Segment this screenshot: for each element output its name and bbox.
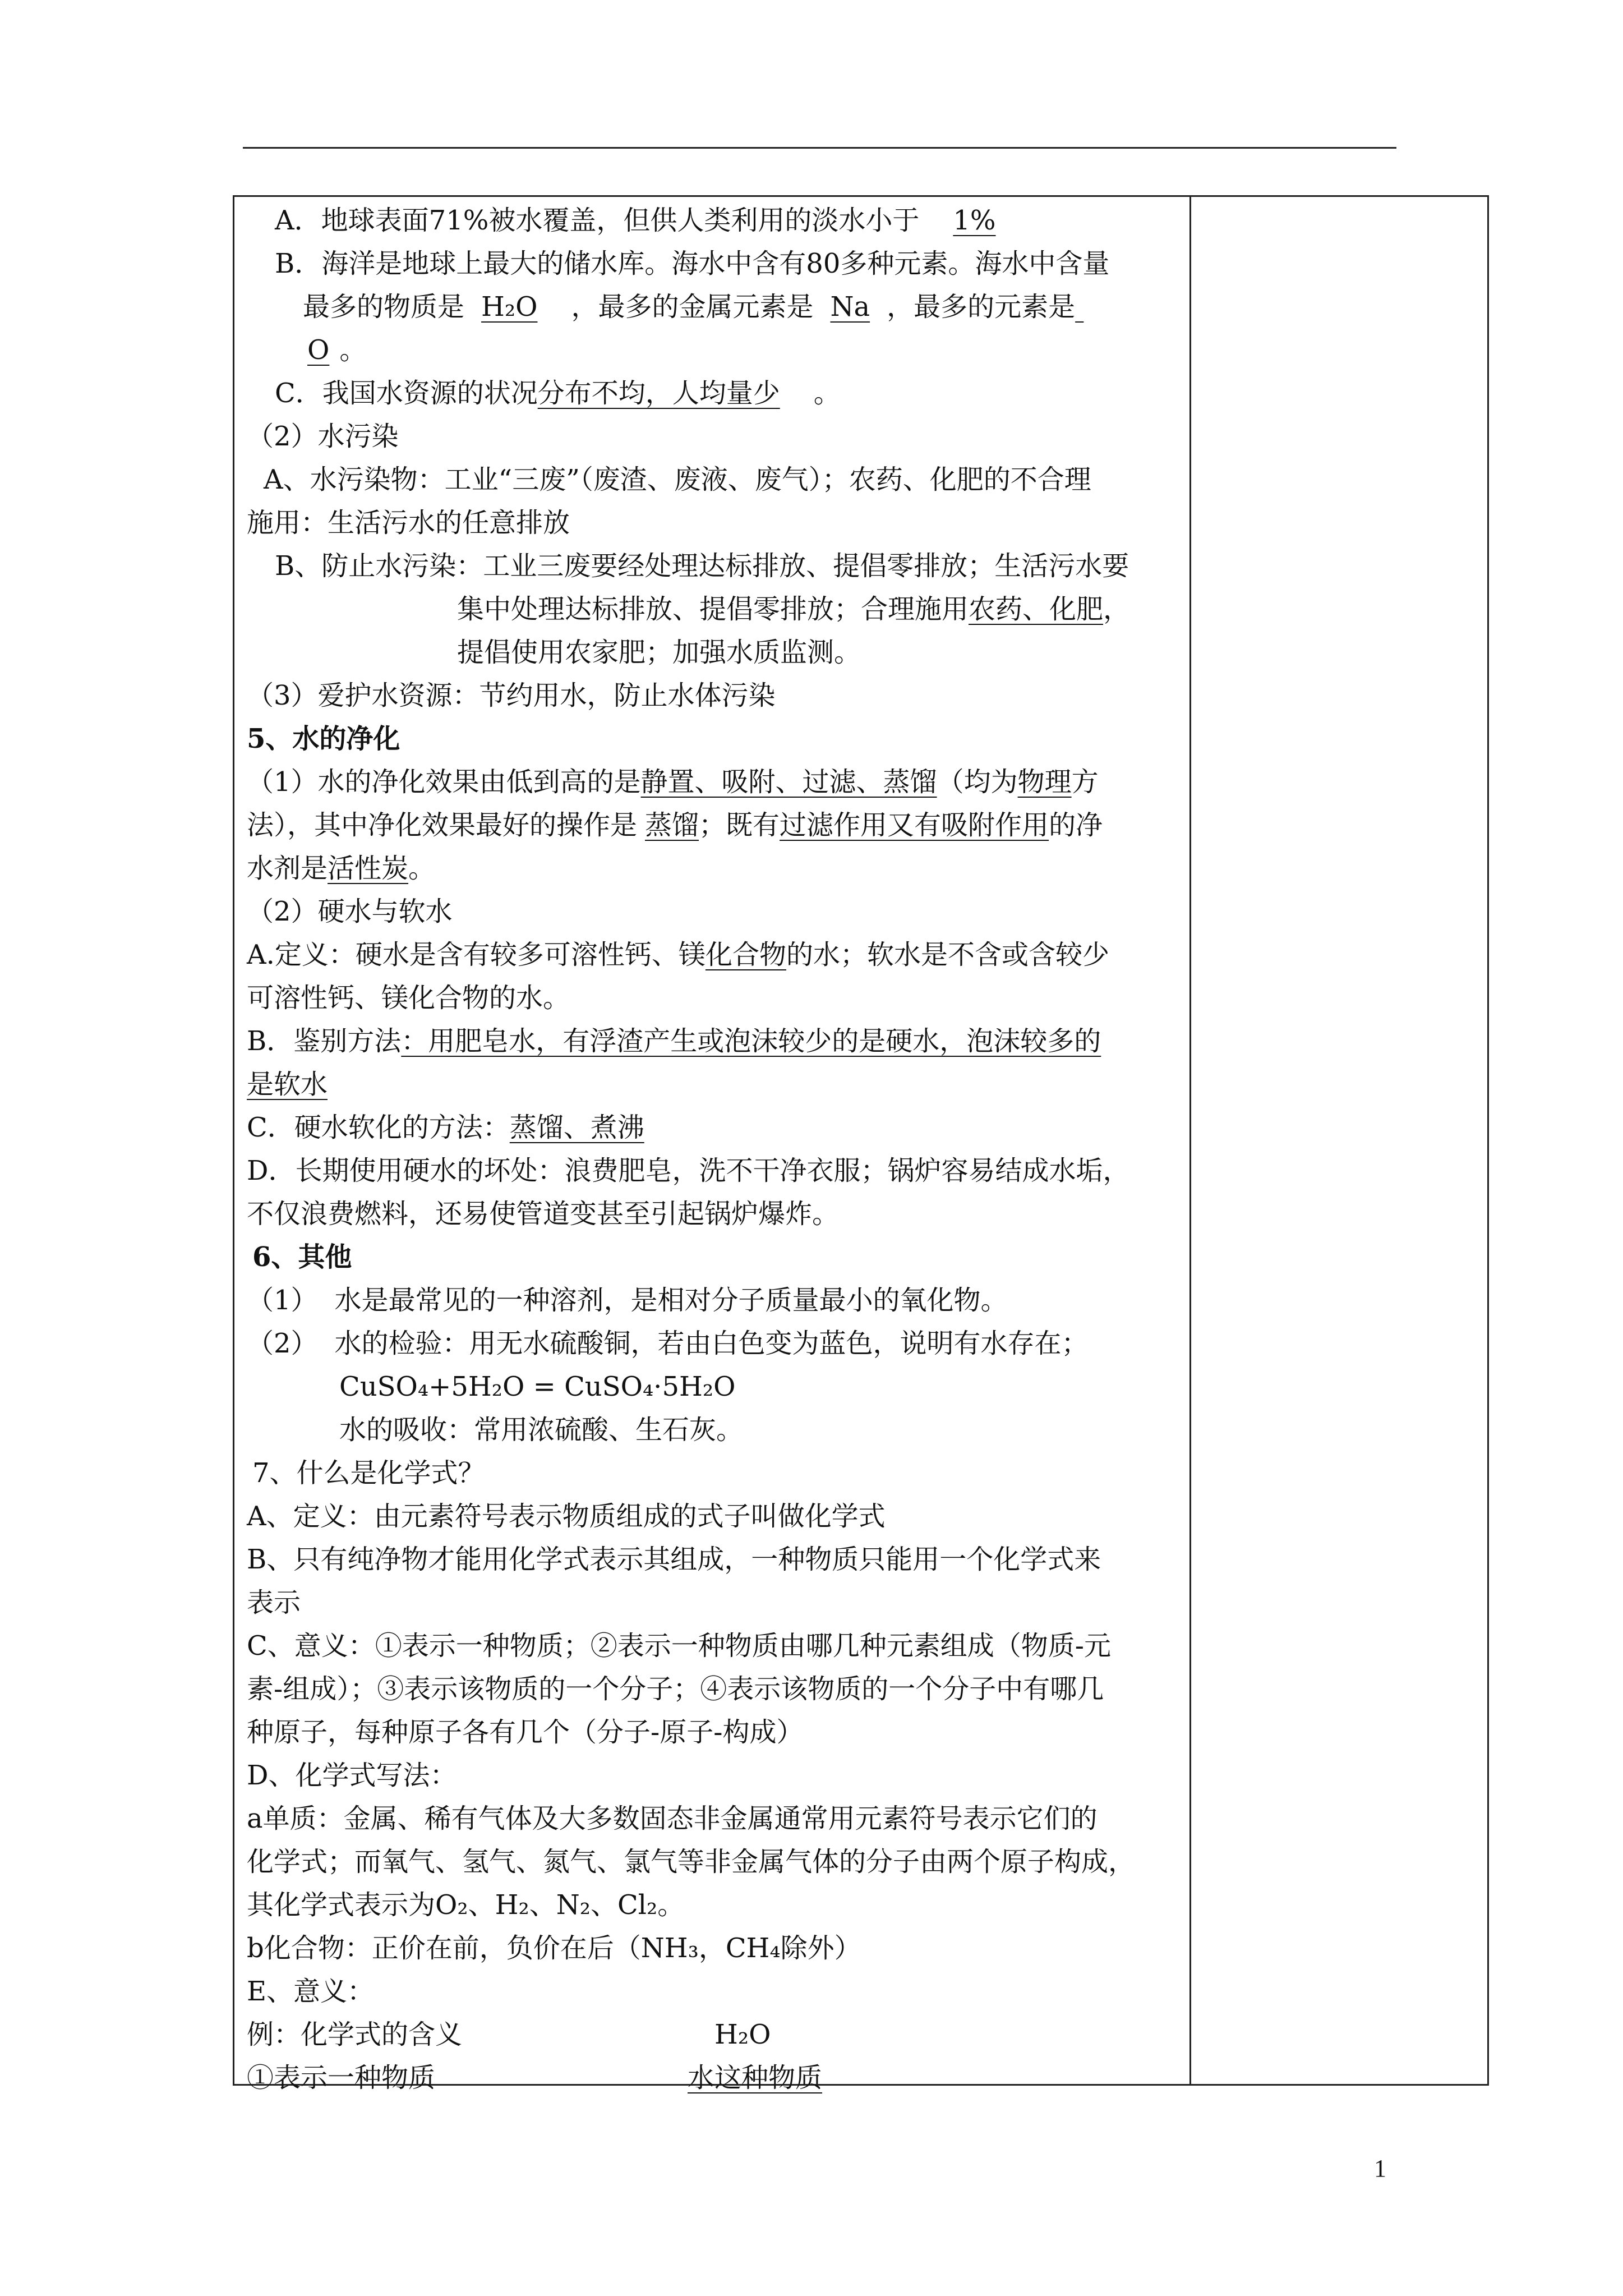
text-line: （3）爱护水资源：节约用水，防止水体污染 — [247, 680, 776, 711]
text-line: （2）水污染 — [247, 421, 399, 452]
answer-blank: Na — [830, 291, 870, 323]
text-line: 其化学式表示为O₂、H₂、N₂、Cl₂。 — [247, 1889, 685, 1921]
section-heading: 5、水的净化 — [247, 723, 400, 754]
text-line: 水的吸收：常用浓硫酸、生石灰。 — [339, 1414, 744, 1446]
text-line: （1） 水是最常见的一种溶剂，是相对分子质量最小的氧化物。 — [247, 1285, 1008, 1316]
text-line: B、只有纯净物才能用化学式表示其组成，一种物质只能用一个化学式来 — [247, 1544, 1101, 1575]
answer-blank: 蒸馏 — [645, 809, 699, 841]
text-line: A、定义：由元素符号表示物质组成的式子叫做化学式 — [247, 1501, 886, 1532]
text-line: 提倡使用农家肥；加强水质监测。 — [457, 637, 861, 668]
text-line: A、水污染物：工业“三废”（废渣、废液、废气）；农药、化肥的不合理 — [264, 464, 1091, 495]
text-line: C．我国水资源的状况分布不均，人均量少 。 — [275, 378, 841, 409]
answer-blank: O — [307, 334, 330, 366]
header-rule — [243, 147, 1396, 149]
text-line: 表示 — [247, 1587, 301, 1618]
text-line: A．地球表面71%被水覆盖，但供人类利用的淡水小于 1% — [247, 199, 1178, 242]
page-number: 1 — [1374, 2155, 1386, 2182]
section-heading: 6、其他 — [252, 1241, 352, 1273]
text-line: B、防止水污染：工业三废要经处理达标排放、提倡零排放；生活污水要 — [275, 550, 1129, 582]
formula-line: CuSO₄+5H₂O = CuSO₄·5H₂O — [339, 1371, 736, 1402]
answer-blank: 蒸馏、煮沸 — [509, 1112, 644, 1143]
text-line: 不仅浪费燃料，还易使管道变甚至引起锅炉爆炸。 — [247, 1198, 840, 1230]
text-line: 素-组成）；③表示该物质的一个分子；④表示该物质的一个分子中有哪几 — [247, 1673, 1104, 1705]
text-line: D．长期使用硬水的坏处：浪费肥皂，洗不干净衣服；锅炉容易结成水垢， — [247, 1155, 1130, 1186]
answer-blank: ：用肥皂水，有浮渣产生或泡沫较少的是硬水，泡沫较多的 — [401, 1025, 1101, 1057]
answer-blank: 农药、化肥 — [969, 593, 1104, 625]
text-line: E、意义： — [247, 1976, 375, 2007]
answer-blank: 水这种物质 — [688, 2062, 823, 2093]
text-line: 施用：生活污水的任意排放 — [247, 507, 570, 539]
text-line: 集中处理达标排放、提倡零排放；合理施用农药、化肥， — [457, 593, 1131, 625]
text-line: b化合物：正价在前，负价在后（NH₃，CH₄除外） — [247, 1932, 861, 1964]
text-line: （2）硬水与软水 — [247, 896, 453, 927]
text-line: 法），其中净化效果最好的操作是 蒸馏；既有过滤作用又有吸附作用的净 — [247, 809, 1103, 841]
answer-blank: 活性炭 — [328, 853, 409, 884]
text-line: B．鉴别方法：用肥皂水，有浮渣产生或泡沫较少的是硬水，泡沫较多的 — [247, 1025, 1101, 1057]
text-line: 化学式；而氧气、氢气、氮气、氯气等非金属气体的分子由两个原子构成， — [247, 1846, 1136, 1878]
text-line: C、意义：①表示一种物质；②表示一种物质由哪几种元素组成（物质-元 — [247, 1630, 1111, 1662]
text-line: B．海洋是地球上最大的储水库。海水中含有80多种元素。海水中含量 — [275, 248, 1110, 279]
text-line: （2） 水的检验：用无水硫酸铜，若由白色变为蓝色，说明有水存在； — [247, 1328, 1089, 1359]
answer-blank: 1% — [953, 205, 996, 236]
answer-blank: 过滤作用又有吸附作用 — [780, 809, 1049, 841]
text-line: 种原子，每种原子各有几个（分子-原子-构成） — [247, 1717, 804, 1748]
text-line: 例：化学式的含义 H₂O — [247, 2019, 771, 2050]
text-line: a单质：金属、稀有气体及大多数固态非金属通常用元素符号表示它们的 — [247, 1803, 1098, 1834]
text-line: ①表示一种物质 水这种物质 — [247, 2062, 823, 2093]
notes-column — [247, 199, 1178, 2100]
text-line: C．硬水软化的方法：蒸馏、煮沸 — [247, 1112, 644, 1143]
text-line — [247, 1063, 1178, 1106]
text-line: 水剂是活性炭。 — [247, 853, 436, 884]
answer-blank: 是软水 — [247, 1069, 328, 1100]
answer-blank: 静置、吸附、过滤、蒸馏 — [640, 766, 937, 798]
text-line: （1）水的净化效果由低到高的是静置、吸附、过滤、蒸馏（均为物理方 — [247, 766, 1099, 798]
text-line: O 。 — [247, 329, 1178, 372]
text-line: D、化学式写法： — [247, 1760, 457, 1791]
answer-blank: 化合物 — [705, 939, 786, 970]
table-column-divider — [1189, 195, 1191, 2086]
text-line: 最多的物质是 H₂O ，最多的金属元素是 Na ，最多的元素是 — [303, 291, 1076, 323]
answer-blank: 分布不均，人均量少 — [537, 378, 780, 409]
section-heading: 7、什么是化学式？ — [252, 1457, 485, 1489]
text-line: 可溶性钙、镁化合物的水。 — [247, 982, 570, 1014]
answer-blank: H₂O — [481, 291, 538, 323]
answer-blank: 物理 — [1017, 766, 1072, 798]
text-line: A.定义：硬水是含有较多可溶性钙、镁化合物的水；软水是不含或含较少 — [247, 939, 1109, 970]
